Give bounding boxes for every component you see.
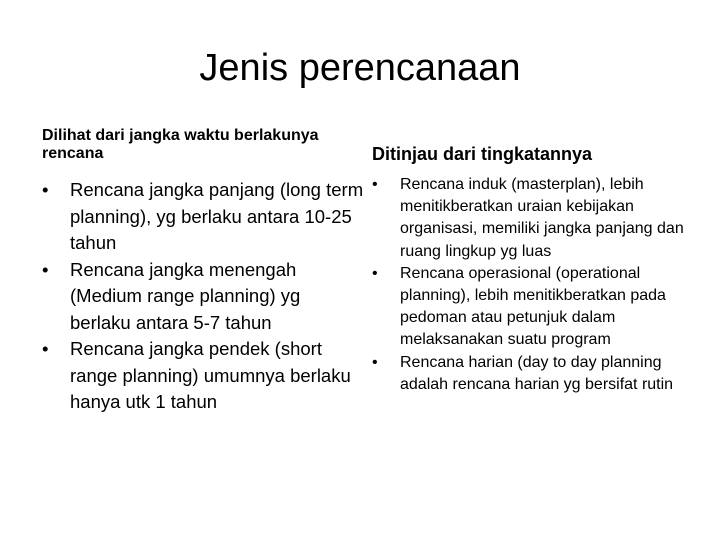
- bullet-icon: •: [42, 338, 49, 359]
- list-item: [372, 174, 692, 263]
- list-item-text: Rencana induk (masterplan), lebih menitikberatkan uraian kebijakan organisasi, memiliki jangka panjang dan ruang lingkup yg luas: [400, 176, 684, 260]
- list-item-text: Rencana jangka pendek (short range planning) umumnya berlaku hanya utk 1 tahun: [70, 338, 351, 412]
- right-bullet-list: [372, 174, 692, 396]
- right-column-heading: Ditinjau dari tingkatannya: [372, 144, 593, 164]
- list-item-text: Rencana operasional (operational planning), lebih menitikberatkan pada pedoman atau petunjuk dalam melaksanakan suatu program: [400, 264, 666, 349]
- list-item-text: Rencana jangka menengah (Medium range planning) yg berlaku antara 5-7 tahun: [70, 258, 301, 333]
- left-column-heading: Dilihat dari jangka waktu berlakunya rencana: [42, 127, 319, 162]
- left-bullet-list: [42, 177, 364, 416]
- list-item: [42, 257, 364, 337]
- list-item: [42, 336, 364, 416]
- list-item: [42, 177, 364, 257]
- bullet-icon: •: [372, 264, 378, 282]
- slide-title: Jenis perencanaan: [199, 47, 521, 89]
- bullet-icon: •: [42, 179, 49, 200]
- bullet-icon: •: [42, 258, 49, 280]
- bullet-icon: •: [372, 176, 378, 193]
- list-item-text: Rencana jangka panjang (long term planning), yg berlaku antara 10-25 tahun: [70, 179, 364, 253]
- list-item-text: Rencana harian (day to day planning adalah rencana harian yg bersifat rutin: [400, 353, 674, 393]
- bullet-icon: •: [372, 353, 378, 371]
- list-item: [372, 352, 692, 396]
- list-item: [372, 263, 692, 352]
